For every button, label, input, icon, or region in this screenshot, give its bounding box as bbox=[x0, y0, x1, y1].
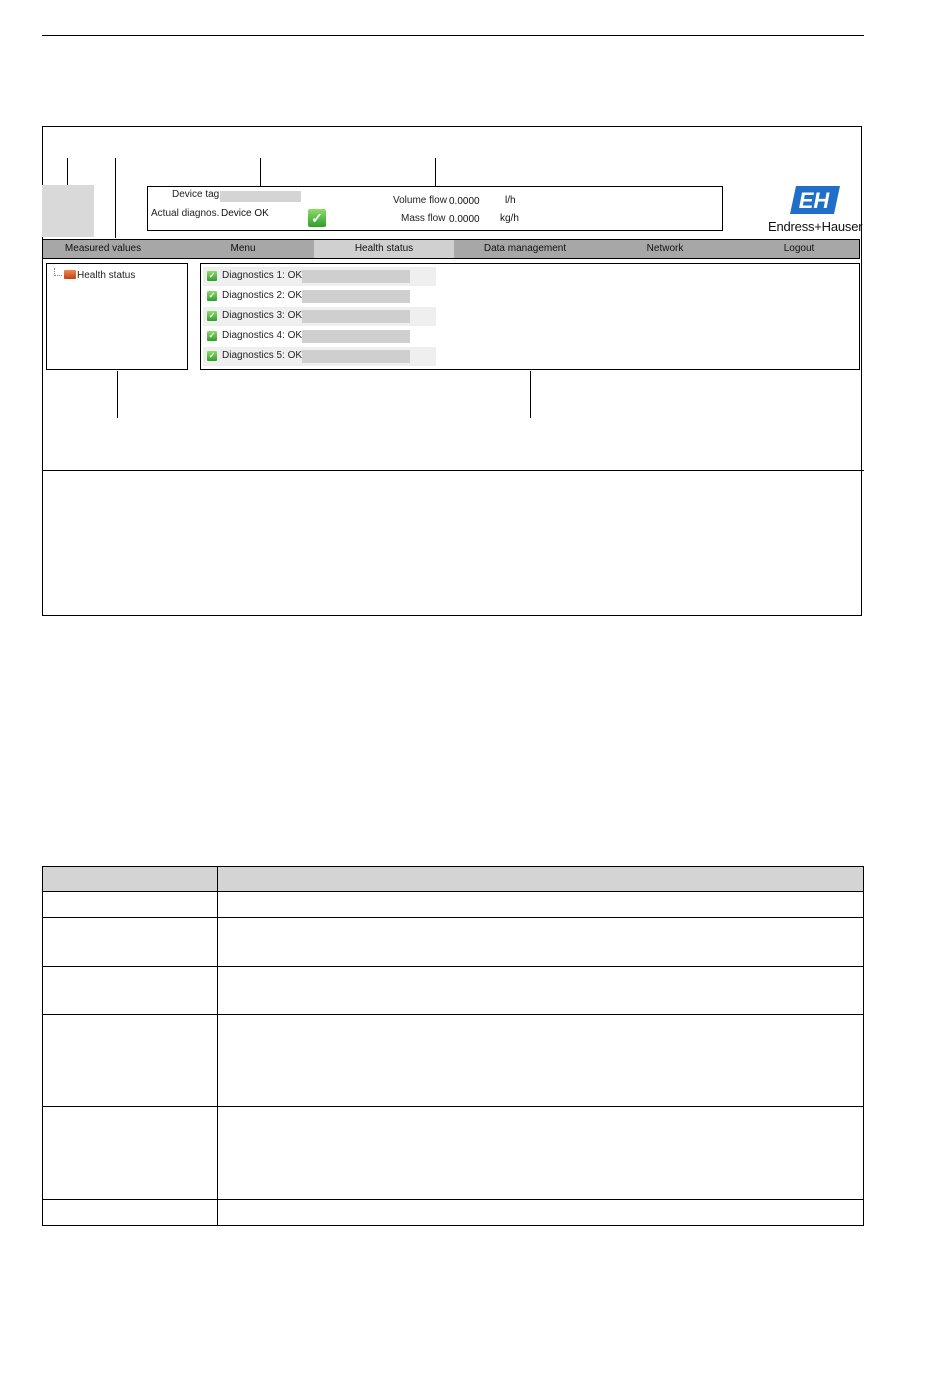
nav-measured-values[interactable]: Measured values bbox=[64, 243, 142, 254]
tree-item-health-status[interactable]: Health status bbox=[77, 270, 136, 281]
table-cell bbox=[218, 967, 864, 1015]
folder-icon bbox=[64, 270, 76, 279]
legend-table bbox=[42, 866, 864, 1226]
nav-menu[interactable]: Menu bbox=[230, 243, 256, 254]
diagnostics-value-field bbox=[302, 290, 410, 303]
table-header-cell bbox=[43, 867, 218, 892]
endress-hauser-logo-icon bbox=[790, 186, 840, 214]
diagnostics-value-field bbox=[302, 310, 410, 323]
table-row bbox=[43, 892, 864, 918]
table-cell bbox=[43, 967, 218, 1015]
table-header-row bbox=[43, 867, 864, 892]
callout-line-5 bbox=[117, 371, 118, 418]
table-cell bbox=[218, 1015, 864, 1107]
nav-network[interactable]: Network bbox=[646, 243, 684, 254]
figure-caption-divider bbox=[42, 470, 864, 471]
volume-flow-label: Volume flow bbox=[393, 195, 447, 206]
callout-line-2 bbox=[115, 158, 116, 238]
table-row bbox=[43, 918, 864, 967]
actual-diagnos-label: Actual diagnos. bbox=[151, 208, 220, 219]
callout-line-6 bbox=[530, 371, 531, 418]
nav-logout[interactable]: Logout bbox=[783, 243, 815, 254]
volume-flow-value: 0.0000 bbox=[449, 196, 480, 207]
device-tag-label: Device tag bbox=[172, 189, 220, 200]
table-cell bbox=[218, 1200, 864, 1226]
ok-check-icon: ✓ bbox=[208, 331, 216, 340]
ok-check-icon: ✓ bbox=[208, 271, 216, 280]
callout-line-4 bbox=[435, 158, 436, 187]
diagnostics-value-field bbox=[302, 330, 410, 343]
ok-check-icon: ✓ bbox=[208, 311, 216, 320]
ok-check-icon: ✓ bbox=[208, 291, 216, 300]
volume-flow-unit: l/h bbox=[505, 195, 516, 206]
diagnostics-label: Diagnostics 4: OK bbox=[222, 330, 303, 341]
mass-flow-value: 0.0000 bbox=[449, 214, 480, 225]
table-cell bbox=[218, 918, 864, 967]
tree-connector bbox=[54, 268, 62, 276]
table-cell bbox=[43, 1200, 218, 1226]
nav-data-management[interactable]: Data management bbox=[483, 243, 567, 254]
navigation-bar bbox=[42, 239, 860, 259]
table-cell bbox=[43, 918, 218, 967]
diagnostics-label: Diagnostics 3: OK bbox=[222, 310, 303, 321]
table-cell bbox=[218, 1107, 864, 1200]
table-row bbox=[43, 1200, 864, 1226]
mass-flow-unit: kg/h bbox=[500, 213, 519, 224]
actual-diagnos-value: Device OK bbox=[221, 208, 269, 219]
ok-check-icon: ✓ bbox=[308, 209, 326, 227]
logo-text: Endress+Hauser bbox=[768, 219, 863, 234]
ok-check-icon: ✓ bbox=[208, 351, 216, 360]
table-cell bbox=[43, 892, 218, 918]
table-cell bbox=[43, 1015, 218, 1107]
device-tag-field bbox=[220, 191, 301, 202]
table-cell bbox=[218, 892, 864, 918]
table-cell bbox=[43, 1107, 218, 1200]
page-top-rule bbox=[42, 35, 864, 36]
table-header-cell bbox=[218, 867, 864, 892]
table-row bbox=[43, 1015, 864, 1107]
device-picture bbox=[42, 185, 94, 237]
diagnostics-label: Diagnostics 2: OK bbox=[222, 290, 303, 301]
mass-flow-label: Mass flow bbox=[401, 213, 446, 224]
table-row bbox=[43, 1107, 864, 1200]
diagnostics-value-field bbox=[302, 270, 410, 283]
diagnostics-value-field bbox=[302, 350, 410, 363]
nav-health-status[interactable]: Health status bbox=[314, 240, 454, 258]
table-row bbox=[43, 967, 864, 1015]
svg-text:EH: EH bbox=[798, 188, 830, 213]
diagnostics-label: Diagnostics 1: OK bbox=[222, 270, 303, 281]
diagnostics-label: Diagnostics 5: OK bbox=[222, 350, 303, 361]
